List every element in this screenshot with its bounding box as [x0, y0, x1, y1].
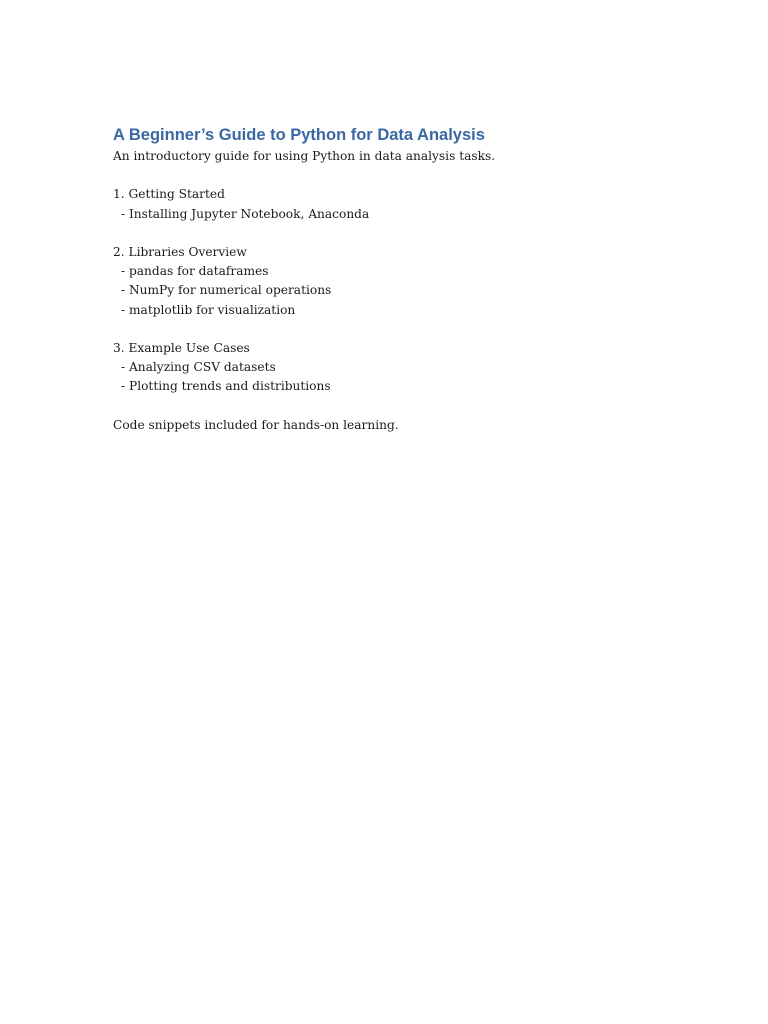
- intro-paragraph: An introductory guide for using Python in data analysis tasks.: [113, 149, 496, 163]
- blank-line: [113, 320, 673, 339]
- blank-line: [113, 224, 673, 243]
- list-item: - matplotlib for visualization: [121, 302, 296, 317]
- list-item: - Plotting trends and distributions: [121, 379, 331, 394]
- list-item: - Installing Jupyter Notebook, Anaconda: [121, 206, 370, 221]
- section-example-use-cases: [113, 339, 673, 397]
- document-title: A Beginner’s Guide to Python for Data Analysis: [113, 126, 485, 144]
- section-getting-started: [113, 185, 673, 223]
- closing-paragraph: Code snippets included for hands-on learning.: [113, 417, 399, 432]
- section-heading: 1. Getting Started: [113, 187, 225, 202]
- blank-line: [113, 166, 673, 185]
- blank-line: [113, 396, 673, 415]
- list-item: - pandas for dataframes: [121, 264, 269, 279]
- section-heading: 3. Example Use Cases: [113, 340, 250, 355]
- document-body: [113, 124, 673, 435]
- section-libraries-overview: [113, 243, 673, 320]
- list-item: - Analyzing CSV datasets: [121, 360, 276, 375]
- list-item: - NumPy for numerical operations: [121, 283, 332, 298]
- section-heading: 2. Libraries Overview: [113, 244, 247, 259]
